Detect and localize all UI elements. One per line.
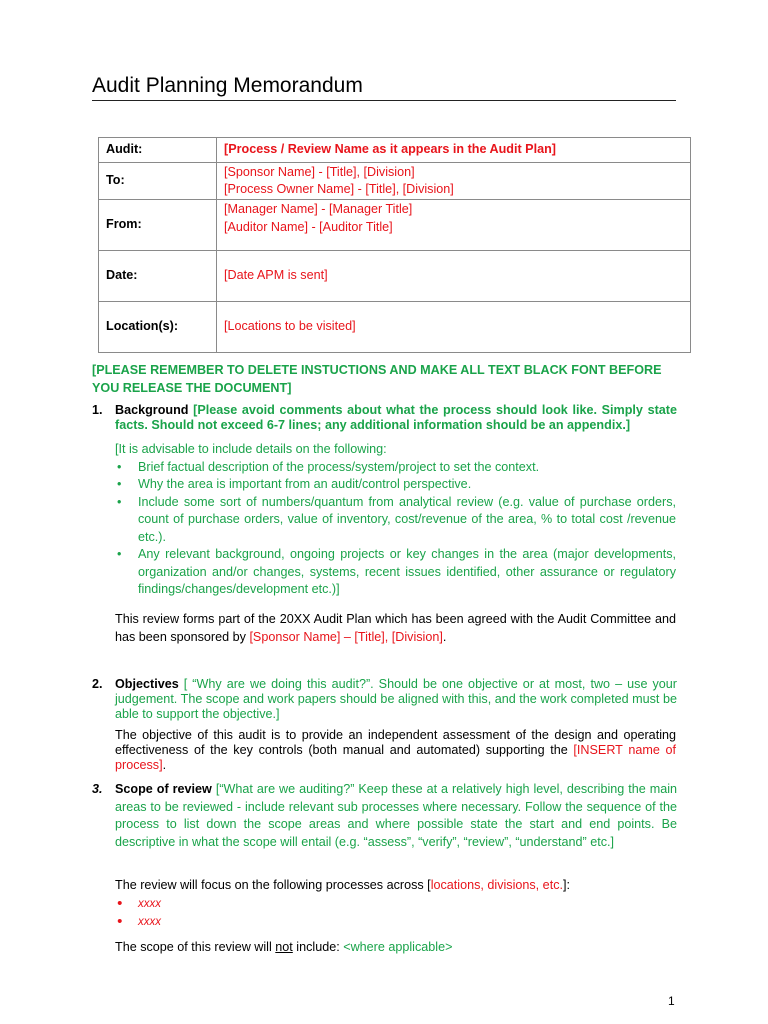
- background-instruction: [Please avoid comments about what the process should look like. Simply state facts. Should not exceed 6-7 lines; any additional information should be an appendix.]: [115, 403, 677, 432]
- objectives-text: [115, 728, 676, 773]
- objectives-section: [92, 677, 677, 722]
- document-title: Audit Planning Memorandum: [92, 74, 676, 101]
- location-value: [Locations to be visited]: [217, 302, 691, 353]
- scope-focus-red: locations, divisions, etc.: [430, 878, 563, 892]
- location-label: Location(s):: [99, 302, 217, 353]
- scope-exclude-mid: include:: [292, 940, 344, 954]
- from-line-1: [Manager Name] - [Manager Title]: [224, 202, 413, 216]
- page-number: 1: [668, 994, 675, 1008]
- list-item: • xxxx: [115, 895, 676, 913]
- date-value: [Date APM is sent]: [217, 251, 691, 302]
- review-sponsor: [Sponsor Name] – [Title], [Division]: [249, 629, 443, 644]
- audit-value: [Process / Review Name as it appears in the Audit Plan]: [217, 138, 691, 163]
- objectives-text-start: The objective of this audit is to provide an independent assessment of the design and operating effectiveness of the key controls (both manual and automated) supporting the: [115, 728, 676, 757]
- objectives-insert: [INSERT name of process]: [115, 743, 676, 772]
- scope-exclude-pre: The scope of this review will: [115, 940, 276, 954]
- list-item: • Why the area is important from an audit/control perspective.: [115, 476, 676, 494]
- objectives-number: 2.: [92, 677, 103, 691]
- objectives-instruction: [ “Why are we doing this audit?”. Should be one objective or at most, two – use your judgement. The scope and work papers should be aligned with this, and the work completed must be able to support the objective.]: [115, 677, 677, 721]
- scope-section: [92, 781, 677, 851]
- list-item: • xxxx: [115, 913, 676, 931]
- background-review-text: [115, 611, 676, 646]
- list-item: • Include some sort of numbers/quantum from analytical review (e.g. value of purchase orders, count of purchase orders, value of inventory, cost/revenue of the area, % to total cost /revenue etc.).: [115, 494, 676, 547]
- background-section: [92, 403, 677, 433]
- scope-focus-end: ]:: [562, 878, 570, 892]
- to-value: [217, 163, 691, 200]
- objectives-heading-block: [115, 677, 677, 722]
- date-label: Date:: [99, 251, 217, 302]
- memo-header-table: [98, 137, 691, 353]
- scope-focus: [115, 877, 676, 931]
- from-value: [217, 200, 691, 251]
- scope-item-list: [115, 895, 676, 931]
- scope-exclude-green: <where applicable>: [343, 940, 453, 954]
- review-text-start: This review forms part of the 20XX Audit Plan which has been agreed with the Audit Committee and has been sponsored by: [115, 612, 676, 644]
- background-bullet-list: [115, 459, 676, 599]
- reminder-instruction: [PLEASE REMEMBER TO DELETE INSTUCTIONS AND MAKE ALL TEXT BLACK FONT BEFORE YOU RELEASE THE DOCUMENT]: [92, 363, 662, 395]
- scope-exclude-not: not: [275, 940, 293, 954]
- list-item: • Brief factual description of the process/system/project to set the context.: [115, 459, 676, 477]
- to-label: To:: [99, 163, 217, 200]
- to-line-2: [Process Owner Name] - [Title], [Division]: [224, 182, 454, 196]
- scope-exclusion: [115, 939, 676, 957]
- background-advisable: [It is advisable to include details on the following:: [115, 442, 387, 456]
- scope-focus-text: The review will focus on the following processes across [: [115, 878, 431, 892]
- scope-heading-block: [115, 781, 677, 851]
- objectives-heading: Objectives: [115, 677, 179, 691]
- scope-heading: Scope of review: [115, 782, 212, 796]
- from-line-2: [Auditor Name] - [Auditor Title]: [224, 219, 393, 234]
- from-label: From:: [99, 200, 217, 251]
- audit-label: Audit:: [99, 138, 217, 163]
- list-item: • Any relevant background, ongoing projects or key changes in the area (major developments, organization and/or changes, systems, recent issues identified, other assurance or regulatory findings/changes/development etc.)]: [115, 546, 676, 599]
- scope-number: 3.: [92, 782, 103, 796]
- to-line-1: [Sponsor Name] - [Title], [Division]: [224, 164, 415, 179]
- background-heading-block: [115, 403, 677, 433]
- background-number: 1.: [92, 403, 103, 417]
- objectives-text-end: .: [162, 758, 167, 772]
- background-guidance: [115, 441, 676, 599]
- background-heading: Background: [115, 403, 189, 417]
- scope-instruction: [“What are we auditing?” Keep these at a relatively high level, describing the main areas to be reviewed - include relevant sub processes where necessary. Follow the sequence of the process to list down the scope areas and where possible state the start and end points. Be descriptive in what the scope will entail (e.g. “assess”, “verify”, “review”, “understand” etc.]: [115, 782, 677, 849]
- review-text-end: .: [442, 629, 447, 644]
